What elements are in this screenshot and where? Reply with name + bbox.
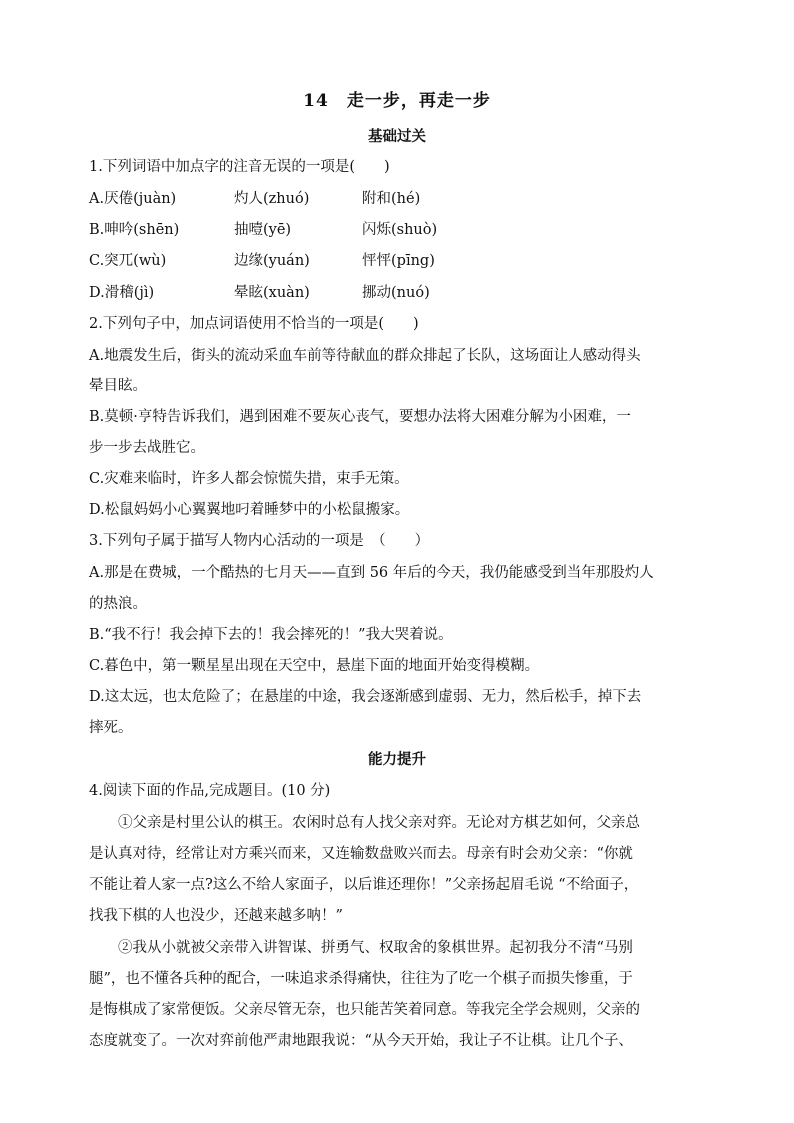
passage-p1-line2: 是认真对待，经常让对方乘兴而来，又连输数盘败兴而去。母亲有时会劝父亲：“你就 [89,846,633,862]
q1-option-a-word2: 灼人(zhuó) [234,191,310,207]
q3-option-b: B.“我不行！我会掉下去的！我会摔死的！”我大哭着说。 [89,627,453,643]
q2-option-b-line2: 步一步去战胜它。 [89,440,205,456]
q1-option-c-word3: 怦怦(pīng) [362,253,435,269]
passage-p2-line4: 态度就变了。一次对弈前他严肃地跟我说：“从今天开始，我让子不让棋。让几个子、 [89,1033,633,1049]
q1-option-a-word1: A.厌倦(juàn) [89,191,177,207]
q1-option-d-word1: D.滑稽(jì) [89,285,155,301]
section-heading-advanced: 能力提升 [368,751,426,768]
section-heading-basic: 基础过关 [368,128,426,145]
q1-option-b-word1: B.呻吟(shēn) [89,222,180,238]
passage-p2-line2: 腿”，也不懂各兵种的配合，一味追求杀得痛快，往往为了吃一个棋子而损失惨重，于 [89,971,633,987]
passage-p1-line1: ①父亲是村里公认的棋王。农闲时总有人找父亲对弈。无论对方棋艺如何，父亲总 [118,815,640,831]
q1-option-b-word3: 闪烁(shuò) [362,222,438,238]
q3-option-d-line1: D.这太远，也太危险了；在悬崖的中途，我会逐渐感到虚弱、无力，然后松手，掉下去 [89,689,642,705]
question-3-stem: 3.下列句子属于描写人物内心活动的一项是 （ ） [89,533,430,549]
q2-option-a-line2: 晕目眩。 [89,378,147,394]
question-2-stem: 2.下列句子中，加点词语使用不恰当的一项是( ) [89,316,419,332]
passage-p2-line1: ②我从小就被父亲带入讲智谋、拼勇气、权取舍的象棋世界。起初我分不清“马别 [118,940,633,956]
q1-option-c-word1: C.突兀(wù) [89,253,167,269]
q1-option-d-word2: 晕眩(xuàn) [234,285,310,301]
q2-option-a-line1: A.地震发生后，街头的流动采血车前等待献血的群众排起了长队，这场面让人感动得头 [89,348,641,364]
q1-option-b-word2: 抽噎(yē) [234,222,292,238]
q1-option-d-word3: 挪动(nuó) [362,285,430,301]
q2-option-d: D.松鼠妈妈小心翼翼地叼着睡梦中的小松鼠搬家。 [89,502,410,518]
question-1-stem: 1.下列词语中加点字的注音无误的一项是( ) [89,159,390,175]
q3-option-a-line2: 的热浪。 [89,596,147,612]
passage-p2-line3: 是悔棋成了家常便饭。父亲尽管无奈，也只能苦笑着同意。等我完全学会规则，父亲的 [89,1002,640,1018]
passage-p1-line4: 找我下棋的人也没少，还越来越多呐！” [89,908,343,924]
q1-option-a-word3: 附和(hé) [362,191,421,207]
q3-option-c: C.暮色中，第一颗星星出现在天空中，悬崖下面的地面开始变得模糊。 [89,658,540,674]
q3-option-a-line1: A.那是在费城，一个酷热的七月天——直到 56 年后的今天，我仍能感受到当年那股灼人 [89,565,654,581]
q2-option-c: C.灾难来临时，许多人都会惊慌失措，束手无策。 [89,471,409,487]
q2-option-b-line1: B.莫顿·亨特告诉我们，遇到困难不要灰心丧气，要想办法将大困难分解为小困难，一 [89,409,631,425]
passage-p1-line3: 不能让着人家一点?这么不给人家面子，以后谁还理你！”父亲扬起眉毛说 “不给面子， [89,877,639,893]
q1-option-c-word2: 边缘(yuán) [234,253,310,269]
question-4-stem: 4.阅读下面的作品,完成题目。(10 分) [89,783,331,799]
q3-option-d-line2: 摔死。 [89,720,133,736]
page-title: 14 走一步，再走一步 [303,91,491,111]
